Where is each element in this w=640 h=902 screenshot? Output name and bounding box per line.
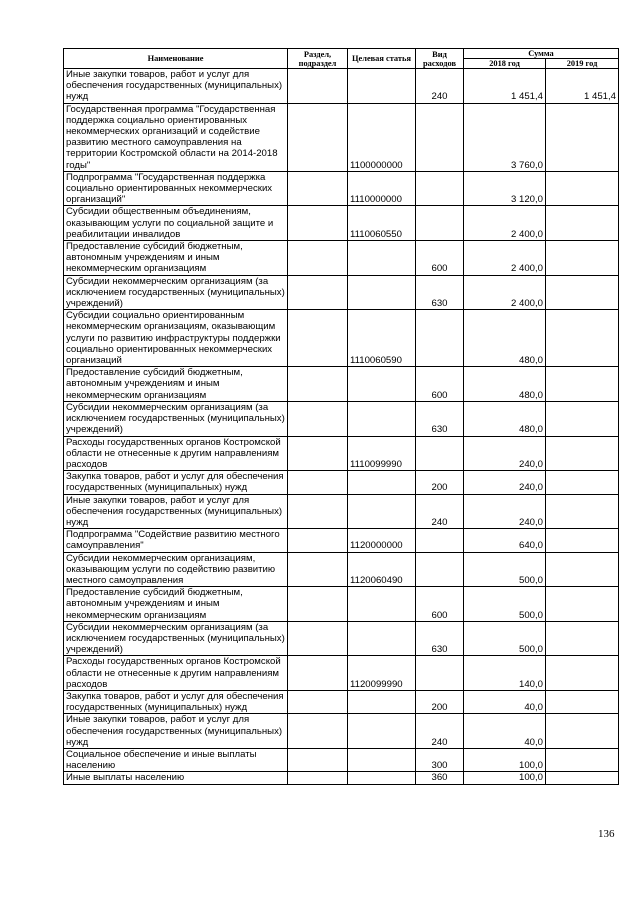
row-name: Иные закупки товаров, работ и услуг для обеспечения государственных (муниципальных) нужд bbox=[64, 494, 288, 529]
row-amount-2019 bbox=[546, 714, 619, 749]
table-row bbox=[64, 206, 619, 241]
row-name: Предоставление субсидий бюджетным, автономным учреждениям и иным некоммерческим организациям bbox=[64, 367, 288, 402]
row-target-code bbox=[348, 471, 416, 494]
row-amount-2018: 2 400,0 bbox=[464, 241, 546, 276]
page-number: 136 bbox=[598, 828, 615, 840]
row-amount-2019 bbox=[546, 494, 619, 529]
row-name: Закупка товаров, работ и услуг для обеспечения государственных (муниципальных) нужд bbox=[64, 471, 288, 494]
row-target-code: 1110060550 bbox=[348, 206, 416, 241]
row-section bbox=[288, 494, 348, 529]
row-expense-type: 630 bbox=[416, 401, 464, 436]
row-amount-2018: 480,0 bbox=[464, 310, 546, 367]
row-amount-2018: 640,0 bbox=[464, 529, 546, 552]
row-expense-type: 200 bbox=[416, 690, 464, 713]
row-amount-2018: 240,0 bbox=[464, 494, 546, 529]
row-expense-type: 630 bbox=[416, 621, 464, 656]
row-amount-2019 bbox=[546, 587, 619, 622]
row-amount-2018: 3 120,0 bbox=[464, 171, 546, 206]
row-section bbox=[288, 275, 348, 310]
row-section bbox=[288, 772, 348, 784]
row-amount-2018: 2 400,0 bbox=[464, 275, 546, 310]
row-target-code bbox=[348, 401, 416, 436]
row-expense-type bbox=[416, 171, 464, 206]
table-row bbox=[64, 656, 619, 691]
row-name: Субсидии некоммерческим организациям, оказывающим услуги по содействию развитию местного самоуправления bbox=[64, 552, 288, 587]
row-name: Подпрограмма "Содействие развитию местного самоуправления" bbox=[64, 529, 288, 552]
row-section bbox=[288, 103, 348, 171]
row-name: Подпрограмма "Государственная поддержка социально ориентированных некоммерческих организаций" bbox=[64, 171, 288, 206]
row-amount-2019 bbox=[546, 401, 619, 436]
row-section bbox=[288, 206, 348, 241]
table-row bbox=[64, 552, 619, 587]
row-target-code: 1120099990 bbox=[348, 656, 416, 691]
row-section bbox=[288, 171, 348, 206]
row-section bbox=[288, 401, 348, 436]
table-row bbox=[64, 401, 619, 436]
header-sum: Сумма bbox=[464, 49, 619, 59]
row-amount-2019 bbox=[546, 171, 619, 206]
row-target-code bbox=[348, 275, 416, 310]
row-amount-2018: 500,0 bbox=[464, 621, 546, 656]
header-section: Раздел, подраздел bbox=[288, 49, 348, 69]
table-row bbox=[64, 690, 619, 713]
row-amount-2019 bbox=[546, 436, 619, 471]
row-amount-2018: 140,0 bbox=[464, 656, 546, 691]
table-row bbox=[64, 275, 619, 310]
row-amount-2018: 240,0 bbox=[464, 436, 546, 471]
header-year-2019: 2019 год bbox=[546, 59, 619, 69]
row-amount-2019 bbox=[546, 529, 619, 552]
row-expense-type: 240 bbox=[416, 69, 464, 104]
table-header bbox=[64, 49, 619, 69]
row-name: Закупка товаров, работ и услуг для обеспечения государственных (муниципальных) нужд bbox=[64, 690, 288, 713]
table-row bbox=[64, 714, 619, 749]
row-expense-type bbox=[416, 206, 464, 241]
row-section bbox=[288, 714, 348, 749]
row-target-code: 1120060490 bbox=[348, 552, 416, 587]
header-target: Целевая статья bbox=[348, 49, 416, 69]
row-name: Иные закупки товаров, работ и услуг для обеспечения государственных (муниципальных) нужд bbox=[64, 69, 288, 104]
row-section bbox=[288, 69, 348, 104]
table-row bbox=[64, 529, 619, 552]
row-section bbox=[288, 529, 348, 552]
row-name: Государственная программа "Государственная поддержка социально ориентированных некоммерческих организаций и содействие развитию местного самоуправления на территории Костромской области на 2014-2018 годы" bbox=[64, 103, 288, 171]
row-amount-2019 bbox=[546, 656, 619, 691]
header-expense-type: Вид расходов bbox=[416, 49, 464, 69]
row-expense-type bbox=[416, 436, 464, 471]
row-amount-2018: 500,0 bbox=[464, 587, 546, 622]
table-row bbox=[64, 748, 619, 771]
row-target-code bbox=[348, 367, 416, 402]
table-body bbox=[64, 69, 619, 785]
table-row bbox=[64, 241, 619, 276]
table-row bbox=[64, 103, 619, 171]
row-amount-2019 bbox=[546, 552, 619, 587]
row-name: Расходы государственных органов Костромской области не отнесенные к другим направлениям расходов bbox=[64, 436, 288, 471]
row-section bbox=[288, 436, 348, 471]
row-expense-type bbox=[416, 529, 464, 552]
table-row bbox=[64, 471, 619, 494]
row-name: Субсидии некоммерческим организациям (за исключением государственных (муниципальных) учреждений) bbox=[64, 401, 288, 436]
row-expense-type: 200 bbox=[416, 471, 464, 494]
row-amount-2018: 3 760,0 bbox=[464, 103, 546, 171]
table-row bbox=[64, 367, 619, 402]
budget-table bbox=[63, 48, 619, 785]
row-amount-2019 bbox=[546, 772, 619, 784]
table-row bbox=[64, 621, 619, 656]
row-name: Субсидии некоммерческим организациям (за исключением государственных (муниципальных) учреждений) bbox=[64, 275, 288, 310]
row-expense-type: 360 bbox=[416, 772, 464, 784]
row-name: Предоставление субсидий бюджетным, автономным учреждениям и иным некоммерческим организациям bbox=[64, 587, 288, 622]
row-expense-type bbox=[416, 310, 464, 367]
row-section bbox=[288, 587, 348, 622]
row-name: Субсидии социально ориентированным некоммерческим организациям, оказывающим услуги по развитию инфраструктуры поддержки социально ориентированных некоммерческих организаций bbox=[64, 310, 288, 367]
row-target-code: 1100000000 bbox=[348, 103, 416, 171]
row-amount-2019 bbox=[546, 206, 619, 241]
table-row bbox=[64, 171, 619, 206]
table-row bbox=[64, 494, 619, 529]
row-amount-2019 bbox=[546, 310, 619, 367]
row-name: Социальное обеспечение и иные выплаты населению bbox=[64, 748, 288, 771]
row-target-code: 1120000000 bbox=[348, 529, 416, 552]
row-amount-2019 bbox=[546, 241, 619, 276]
row-name: Иные выплаты населению bbox=[64, 772, 288, 784]
header-year-2018: 2018 год bbox=[464, 59, 546, 69]
row-amount-2019 bbox=[546, 367, 619, 402]
row-amount-2018: 1 451,4 bbox=[464, 69, 546, 104]
row-section bbox=[288, 656, 348, 691]
row-section bbox=[288, 241, 348, 276]
row-expense-type: 600 bbox=[416, 367, 464, 402]
row-expense-type: 240 bbox=[416, 494, 464, 529]
row-target-code bbox=[348, 494, 416, 529]
header-name: Наименование bbox=[64, 49, 288, 69]
row-target-code bbox=[348, 241, 416, 276]
row-amount-2019 bbox=[546, 275, 619, 310]
row-amount-2018: 480,0 bbox=[464, 367, 546, 402]
row-section bbox=[288, 748, 348, 771]
table-row bbox=[64, 772, 619, 784]
row-name: Субсидии некоммерческим организациям (за исключением государственных (муниципальных) учреждений) bbox=[64, 621, 288, 656]
row-amount-2018: 40,0 bbox=[464, 714, 546, 749]
row-section bbox=[288, 621, 348, 656]
row-amount-2018: 240,0 bbox=[464, 471, 546, 494]
table-row bbox=[64, 587, 619, 622]
row-section bbox=[288, 552, 348, 587]
row-target-code bbox=[348, 772, 416, 784]
row-amount-2018: 480,0 bbox=[464, 401, 546, 436]
row-amount-2019 bbox=[546, 471, 619, 494]
table-row bbox=[64, 310, 619, 367]
row-amount-2018: 2 400,0 bbox=[464, 206, 546, 241]
row-expense-type bbox=[416, 552, 464, 587]
row-target-code bbox=[348, 69, 416, 104]
row-name: Субсидии общественным объединениям, оказывающим услуги по социальной защите и реабилитации инвалидов bbox=[64, 206, 288, 241]
row-section bbox=[288, 690, 348, 713]
row-amount-2019 bbox=[546, 690, 619, 713]
row-expense-type: 600 bbox=[416, 587, 464, 622]
row-amount-2018: 100,0 bbox=[464, 748, 546, 771]
row-expense-type: 600 bbox=[416, 241, 464, 276]
row-target-code: 1110060590 bbox=[348, 310, 416, 367]
row-section bbox=[288, 471, 348, 494]
row-name: Иные закупки товаров, работ и услуг для обеспечения государственных (муниципальных) нужд bbox=[64, 714, 288, 749]
row-target-code bbox=[348, 621, 416, 656]
table-row bbox=[64, 69, 619, 104]
row-expense-type: 630 bbox=[416, 275, 464, 310]
row-amount-2019 bbox=[546, 748, 619, 771]
row-name: Расходы государственных органов Костромской области не отнесенные к другим направлениям расходов bbox=[64, 656, 288, 691]
row-expense-type bbox=[416, 656, 464, 691]
row-expense-type: 300 bbox=[416, 748, 464, 771]
row-name: Предоставление субсидий бюджетным, автономным учреждениям и иным некоммерческим организациям bbox=[64, 241, 288, 276]
row-target-code bbox=[348, 587, 416, 622]
row-section bbox=[288, 367, 348, 402]
row-amount-2018: 100,0 bbox=[464, 772, 546, 784]
row-amount-2019 bbox=[546, 621, 619, 656]
row-expense-type bbox=[416, 103, 464, 171]
row-amount-2019: 1 451,4 bbox=[546, 69, 619, 104]
row-target-code bbox=[348, 690, 416, 713]
row-target-code bbox=[348, 714, 416, 749]
row-amount-2018: 40,0 bbox=[464, 690, 546, 713]
row-section bbox=[288, 310, 348, 367]
row-amount-2019 bbox=[546, 103, 619, 171]
row-target-code bbox=[348, 748, 416, 771]
row-expense-type: 240 bbox=[416, 714, 464, 749]
row-target-code: 1110099990 bbox=[348, 436, 416, 471]
table-row bbox=[64, 436, 619, 471]
row-target-code: 1110000000 bbox=[348, 171, 416, 206]
row-amount-2018: 500,0 bbox=[464, 552, 546, 587]
